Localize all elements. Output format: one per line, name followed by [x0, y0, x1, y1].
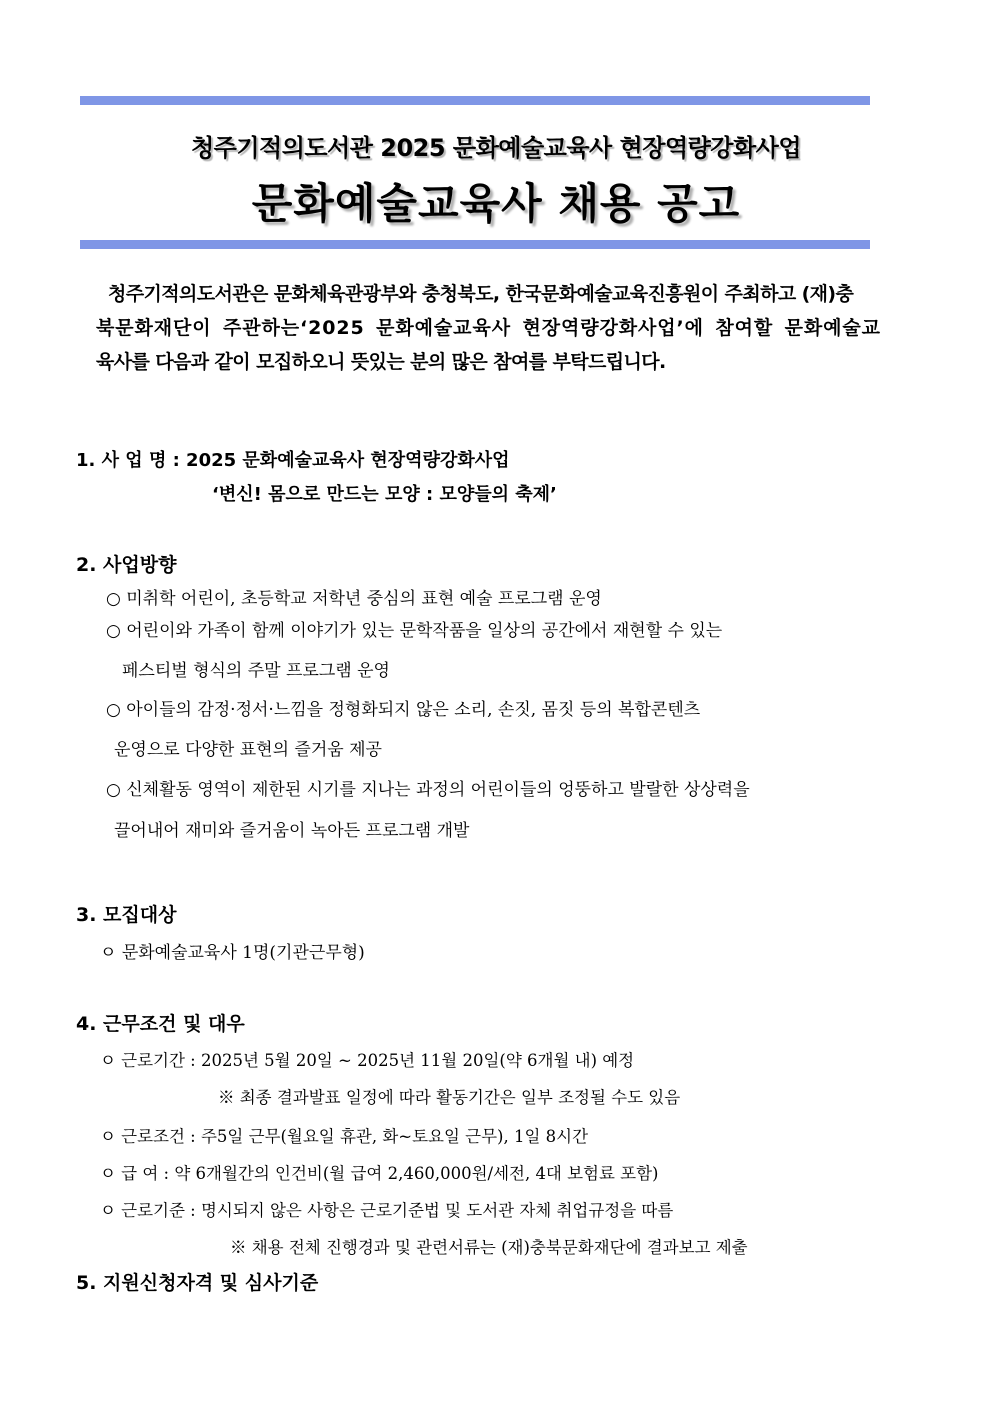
- section3-item-1: ㅇ 문화예술교육사 1명(기관근무형): [100, 943, 365, 963]
- section1-heading: 1. 사 업 명 : 2025 문화예술교육사 현장역량강화사업: [76, 450, 510, 471]
- section2-item-3-cont: 운영으로 다양한 표현의 즐거움 제공: [114, 740, 382, 760]
- section3-heading: 3. 모집대상: [76, 904, 177, 926]
- section2-heading: 2. 사업방향: [76, 554, 177, 576]
- section2-item-4-cont: 끌어내어 재미와 즐거움이 녹아든 프로그램 개발: [114, 821, 470, 841]
- intro-paragraph: [98, 277, 918, 379]
- section2-item-3: ○ 아이들의 감정·정서·느낌을 정형화되지 않은 소리, 손짓, 몸짓 등의 복합콘텐츠: [106, 700, 701, 720]
- section2-item-2: ○ 어린이와 가족이 함께 이야기가 있는 문학작품을 일상의 공간에서 재현할 수 있는: [106, 621, 723, 641]
- section4-work-period: ㅇ 근로기간 : 2025년 5월 20일 ~ 2025년 11월 20일(약 6개월 내) 예정: [100, 1051, 635, 1070]
- page-title: 문화예술교육사 채용 공고: [251, 179, 741, 228]
- section4-work-standard: ㅇ 근로기준 : 명시되지 않은 사항은 근로기준법 및 도서관 자체 취업규정을 따름: [100, 1201, 674, 1220]
- intro-line-2: 북문화재단이 주관하는‘2025 문화예술교육사 현장역량강화사업’에 참여할 문화예술교: [96, 317, 881, 339]
- page-subtitle: 청주기적의도서관 2025 문화예술교육사 현장역량강화사업: [190, 134, 802, 162]
- section2-item-2-cont: 페스티벌 형식의 주말 프로그램 운영: [122, 661, 390, 681]
- intro-line-3: 육사를 다음과 같이 모집하오니 뜻있는 분의 많은 참여를 부탁드립니다.: [96, 351, 666, 373]
- section2-item-4: ○ 신체활동 영역이 제한된 시기를 지나는 과정의 어린이들의 엉뚱하고 발랄한 상상력을: [106, 780, 750, 800]
- section4-heading: 4. 근무조건 및 대우: [76, 1013, 245, 1035]
- top-divider-bar: [80, 96, 870, 105]
- section2-item-1: ○ 미취학 어린이, 초등학교 저학년 중심의 표현 예술 프로그램 운영: [106, 589, 602, 609]
- section4-work-conditions: ㅇ 근로조건 : 주5일 근무(월요일 휴관, 화~토요일 근무), 1일 8시간: [100, 1127, 589, 1146]
- section1-project-subtitle: ‘변신! 몸으로 만드는 모양 : 모양들의 축제’: [212, 484, 557, 505]
- section4-work-period-note: ※ 최종 결과발표 일정에 따라 활동기간은 일부 조정될 수도 있음: [218, 1088, 681, 1107]
- section4-salary: ㅇ 급 여 : 약 6개월간의 인건비(월 급여 2,460,000원/세전, 4대 보험료 포함): [100, 1164, 659, 1183]
- bottom-divider-bar: [80, 240, 870, 249]
- section5-heading: 5. 지원신청자격 및 심사기준: [76, 1272, 319, 1294]
- section4-work-standard-note: ※ 채용 전체 진행경과 및 관련서류는 (재)충북문화재단에 결과보고 제출: [230, 1238, 748, 1257]
- intro-line-1: 청주기적의도서관은 문화체육관광부와 충청북도, 한국문화예술교육진흥원이 주최하고 (재)충: [108, 283, 854, 305]
